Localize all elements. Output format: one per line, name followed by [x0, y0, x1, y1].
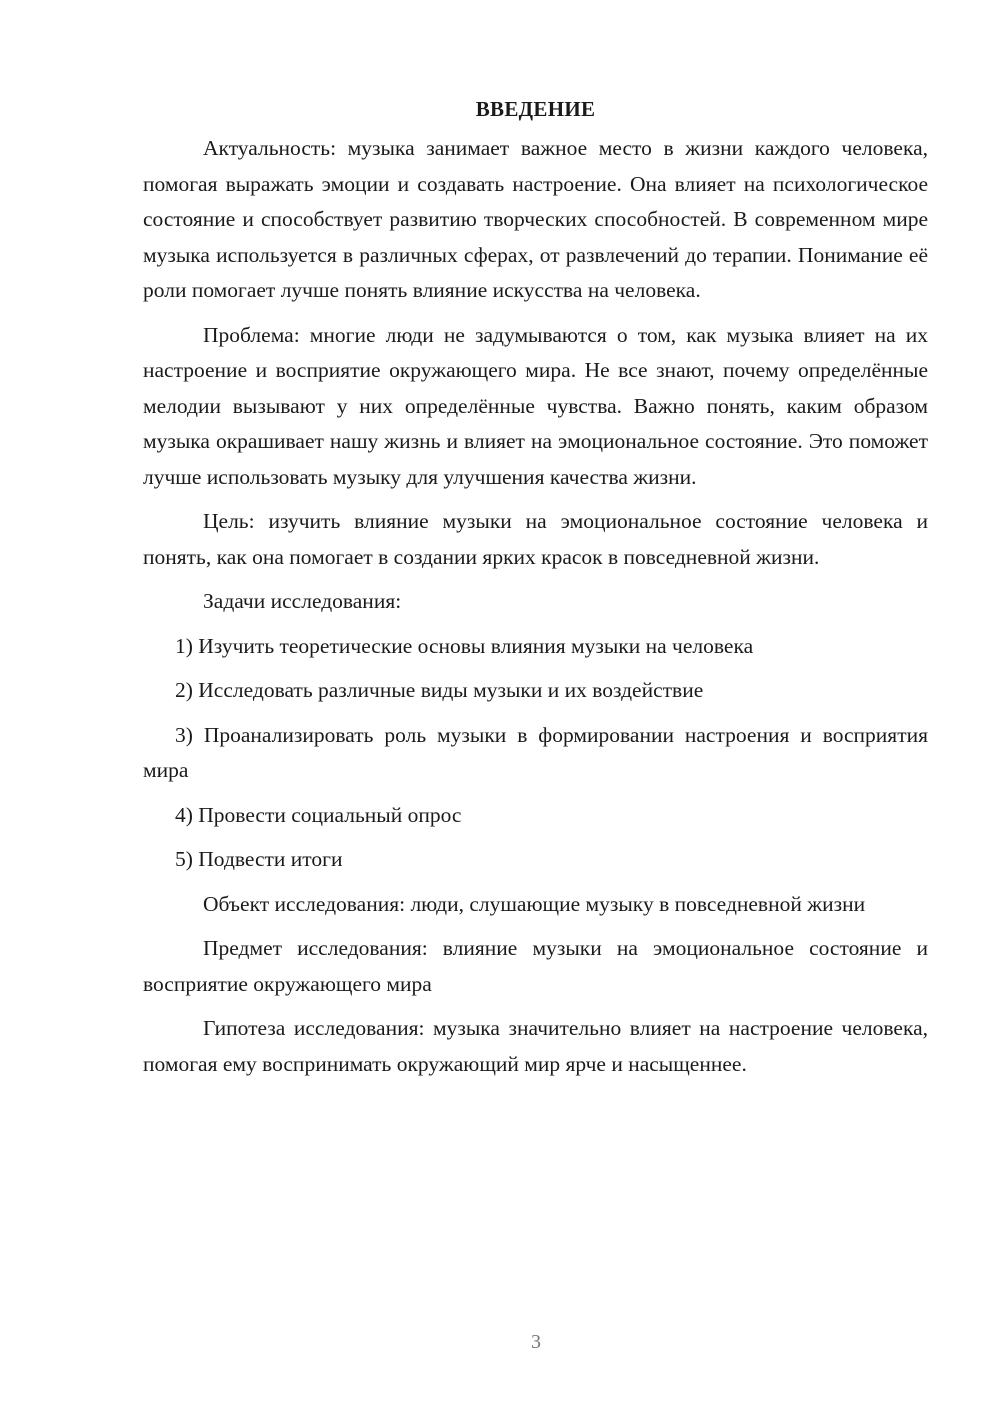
paragraph-goal: Цель: изучить влияние музыки на эмоциональное состояние человека и понять, как она помогает в создании ярких красок в повседневной жизни.	[143, 509, 928, 569]
document-page	[143, 92, 928, 1091]
page-number: 3	[531, 1331, 541, 1353]
document-title: ВВЕДЕНИЕ	[475, 97, 596, 121]
task-item-5: 5) Подвести итоги	[175, 847, 343, 871]
paragraph-hypothesis: Гипотеза исследования: музыка значительно влияет на настроение человека, помогая ему воспринимать окружающий мир ярче и насыщеннее.	[143, 1016, 928, 1076]
task-item-3: 3) Проанализировать роль музыки в формировании настроения и восприятия мира	[143, 722, 928, 782]
task-item-4: 4) Провести социальный опрос	[175, 802, 462, 827]
task-item-2: 2) Исследовать различные виды музыки и их воздействие	[175, 678, 704, 702]
paragraph-subject: Предмет исследования: влияние музыки на эмоциональное состояние и восприятие окружающего мира	[143, 936, 928, 996]
paragraph-object: Объект исследования: люди, слушающие музыку в повседневной жизни	[203, 891, 866, 916]
paragraph-relevance: Актуальность: музыка занимает важное место в жизни каждого человека, помогая выражать эмоции и создавать настроение. Она влияет на психологическое состояние и способствует развитию творческих способностей. В современном мире музыка используется в различных сферах, от развлечений до терапии. Понимание её роли помогает лучше понять влияние искусства на человека.	[143, 136, 928, 302]
task-item-1: 1) Изучить теоретические основы влияния музыки на человека	[175, 633, 754, 658]
tasks-heading: Задачи исследования:	[203, 589, 402, 613]
paragraph-problem: Проблема: многие люди не задумываются о том, как музыка влияет на их настроение и восприятие окружающего мира. Не все знают, почему определённые мелодии вызывают у них определённые чувства. Важно понять, каким образом музыка окрашивает нашу жизнь и влияет на эмоциональное состояние. Это поможет лучше использовать музыку для улучшения качества жизни.	[143, 322, 928, 489]
